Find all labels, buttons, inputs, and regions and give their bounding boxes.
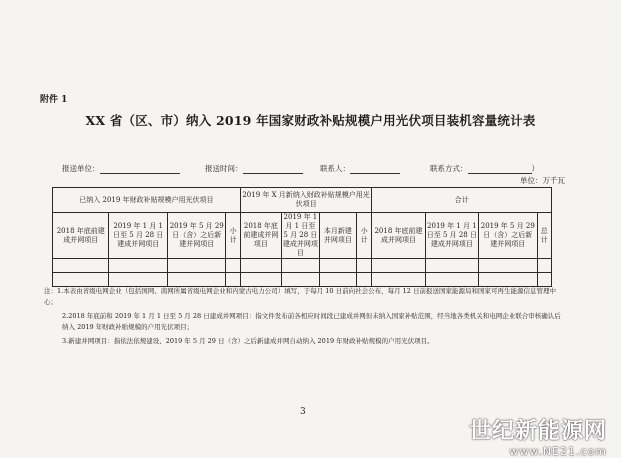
table-cell xyxy=(109,273,168,287)
table-cell xyxy=(226,259,240,273)
table-cell xyxy=(356,259,371,273)
table-cell xyxy=(372,259,425,273)
table-row xyxy=(53,273,552,287)
table-cell xyxy=(240,273,281,287)
column-header: 2019 年 1 月 1 日至 5 月 28 日建成并网项目 xyxy=(425,213,478,259)
watermark xyxy=(469,414,607,458)
contact-method-field: 联系方式： ） xyxy=(430,164,539,173)
table-cell xyxy=(281,273,319,287)
column-header: 总计 xyxy=(537,213,551,259)
capacity-statistics-table xyxy=(52,187,552,287)
table-cell xyxy=(53,259,109,273)
column-header: 2018 年底前建成并网项目 xyxy=(240,213,281,259)
table-cell xyxy=(281,259,319,273)
table-cell xyxy=(167,273,226,287)
note-2: 2.2018 年底前和 2019 年 1 月 1 日至 5 月 28 日建成并网项目：指文件发布前各相应时间段已建成并网但未纳入国家补贴范围，经当地各类机关和电网企业联合审核确认后纳入 2019 年财政补贴规模的户用光伏项目； xyxy=(62,312,561,331)
column-header: 2018 年底前建成并网项目 xyxy=(53,213,109,259)
watermark-name: 世纪新能源网 xyxy=(468,419,607,444)
column-header: 2018 年底前建成并网项目 xyxy=(372,213,425,259)
table-group-header-row xyxy=(53,188,552,213)
table-cell xyxy=(537,273,551,287)
table-cell xyxy=(167,259,226,273)
table-cell xyxy=(425,273,478,287)
table-cell xyxy=(425,259,478,273)
table-cell xyxy=(319,273,356,287)
table-cell xyxy=(319,259,356,273)
attachment-label: 附件 1 xyxy=(40,95,68,105)
footnotes xyxy=(44,286,564,350)
column-header: 2019 年 5 月 29 日（含）之后新建并网项目 xyxy=(167,213,226,259)
table-row xyxy=(53,259,552,273)
table-cell xyxy=(356,273,371,287)
note-1: 注：1.本表由省级电网企业（包括国网、南网所属省级电网企业和内蒙古电力公司）填写，于每月 10 日前向社会公布，每月 12 日前报送国家能源局和国家可再生能源信息管理中心； xyxy=(44,287,557,306)
column-header: 2019 年 1 月 1 日至 5 月 28 日建成并网项目 xyxy=(282,213,318,257)
page-number: 3 xyxy=(300,407,306,417)
group-header-new-month: 2019 年 X 月新纳入财政补贴规模户用光伏项目 xyxy=(240,188,371,213)
table-cell xyxy=(109,259,168,273)
table-cell xyxy=(537,259,551,273)
unit-label: 单位：万千瓦 xyxy=(520,176,565,185)
table-cell xyxy=(53,273,109,287)
column-header: 小计 xyxy=(356,213,371,259)
column-header: 2019 年 1 月 1 日至 5 月 28 日建成并网项目 xyxy=(109,213,168,259)
group-header-total: 合计 xyxy=(372,188,552,213)
table-cell xyxy=(372,273,425,287)
note-3: 3.新建并网项目：指依法依规建设、2019 年 5 月 29 日（含）之后新建成并网自动纳入 2019 年财政补贴规模的户用光伏项目。 xyxy=(62,337,434,345)
table-cell xyxy=(226,273,240,287)
group-header-included: 已纳入 2019 年财政补贴规模户用光伏项目 xyxy=(53,188,241,213)
table-cell xyxy=(479,259,538,273)
table-cell xyxy=(240,259,281,273)
contact-person-field: 联系人： xyxy=(320,163,400,174)
report-time-field: 报送时间： xyxy=(205,163,303,174)
column-header: 2019 年 5 月 29 日（含）之后新建并网项目 xyxy=(479,213,538,259)
document-title: XX 省（区、市）纳入 2019 年国家财政补贴规模户用光伏项目装机容量统计表 xyxy=(85,113,536,128)
table-cell xyxy=(479,273,538,287)
column-header: 小计 xyxy=(226,213,240,259)
column-header: 本月新建并网项目 xyxy=(319,213,356,259)
table-column-header-row xyxy=(53,213,552,259)
watermark-url: www.NE21.com xyxy=(509,445,607,458)
report-unit-field: 报送单位： xyxy=(62,163,180,174)
